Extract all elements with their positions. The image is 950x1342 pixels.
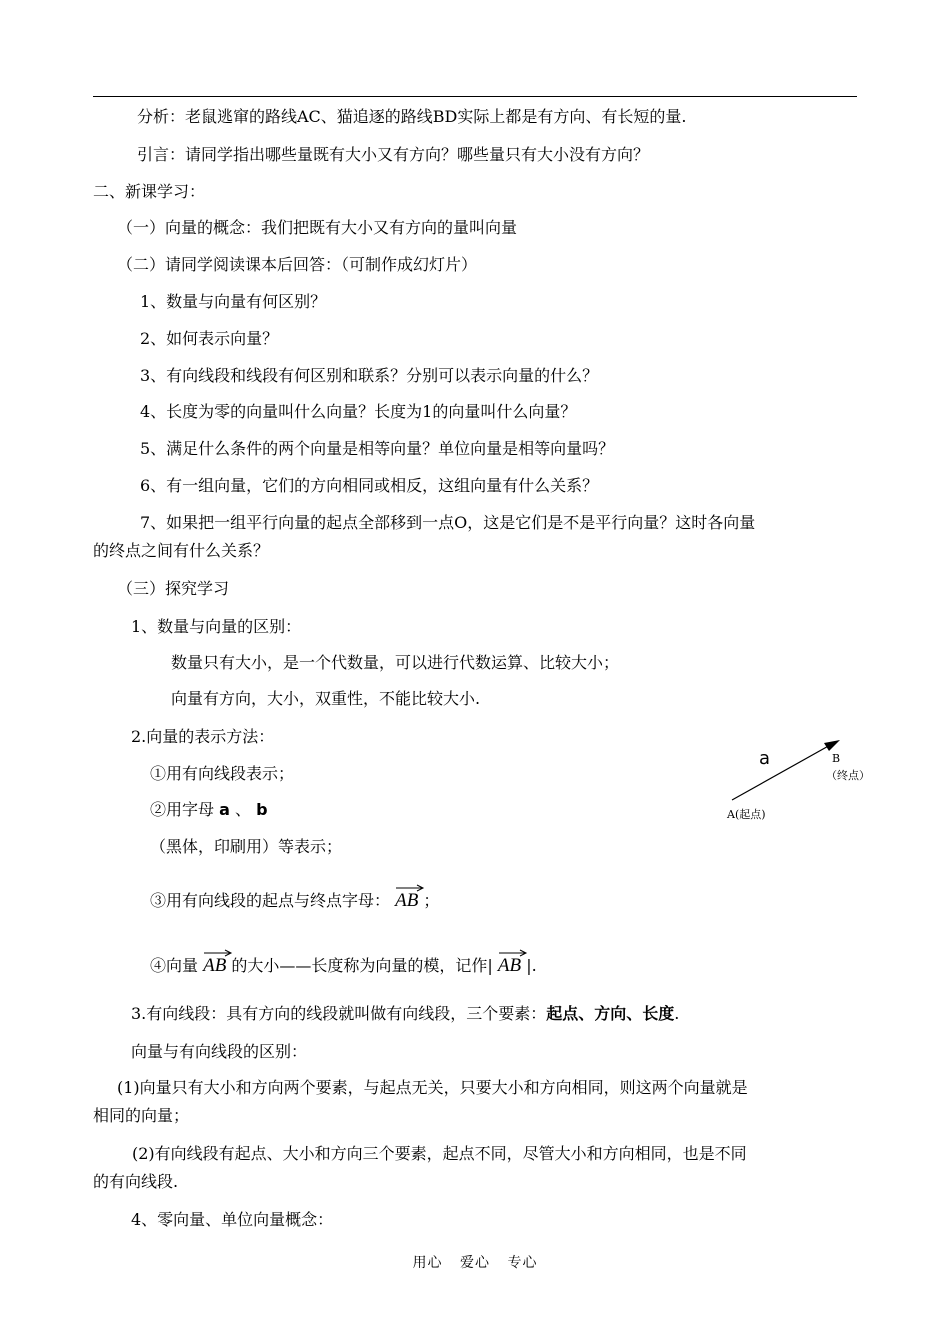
- method-2-text: ②用字母: [150, 800, 215, 819]
- intro-text: 引言：请同学指出哪些量既有大小又有方向？哪些量只有大小没有方向？: [137, 145, 650, 164]
- vector-diagram: [720, 730, 880, 840]
- question-item: 2、如何表示向量？: [140, 329, 279, 348]
- method-4-text: ④向量: [150, 956, 199, 975]
- point-title: 4、零向量、单位向量概念：: [131, 1210, 334, 1229]
- method-3-text: ③用有向线段的起点与终点字母：: [150, 891, 391, 910]
- method-2: [150, 800, 268, 820]
- vector-arrow-icon: [203, 948, 233, 958]
- reading-paragraph: （二）请同学阅读课本后回答：（可制作成幻灯片）: [117, 255, 478, 274]
- point-text: 数量只有大小，是一个代数量，可以进行代数运算、比较大小；: [171, 653, 620, 672]
- question-item: 7、如果把一组平行向量的起点全部移到一点O，这是它们是不是平行向量？这时各向量: [140, 513, 756, 532]
- method-4-text: 的大小——长度称为向量的模，记作|: [231, 956, 493, 975]
- point-3-text: 3.有向线段：具有方向的线段就叫做有向线段，三个要素：: [131, 1004, 547, 1023]
- point-3: [131, 1004, 679, 1024]
- difference-2-continuation: 的有向线段.: [93, 1172, 179, 1191]
- vector-arrow-icon: [498, 948, 528, 958]
- question-item: 5、满足什么条件的两个向量是相等向量？单位向量是相等向量吗？: [140, 439, 615, 458]
- question-item: 6、有一组向量，它们的方向相同或相反，这组向量有什么关系？: [140, 476, 599, 495]
- method-3: [150, 885, 439, 911]
- point-title: 2.向量的表示方法：: [131, 727, 275, 746]
- question-item: 4、长度为零的向量叫什么向量？长度为1的向量叫什么向量？: [140, 402, 577, 421]
- separator: 、: [235, 800, 252, 819]
- question-item-continuation: 的终点之间有什么关系？: [93, 541, 270, 560]
- method-3-end: ；: [423, 891, 440, 910]
- concept-paragraph: （一）向量的概念：我们把既有大小又有方向的量叫向量: [117, 218, 518, 237]
- vector-ab-label: AB: [497, 955, 522, 976]
- method-1: ①用有向线段表示；: [150, 764, 295, 783]
- difference-1: (1)向量只有大小和方向两个要素，与起点无关，只要大小和方向相同，则这两个向量就是: [117, 1078, 748, 1097]
- point-title: 1、数量与向量的区别：: [131, 617, 302, 636]
- vector-arrow-icon: [395, 883, 425, 893]
- method-2-note: （黑体，印刷用）等表示；: [150, 837, 343, 856]
- difference-title: 向量与有向线段的区别：: [131, 1042, 308, 1061]
- header-rule: [93, 96, 857, 97]
- page-footer: 用心 爱心 专心: [412, 1255, 538, 1271]
- point-3-end: .: [674, 1004, 680, 1023]
- difference-2: (2)有向线段有起点、大小和方向三个要素，起点不同，尽管大小和方向相同，也是不同: [132, 1144, 747, 1163]
- vector-ab: [498, 950, 521, 976]
- question-item: 1、数量与向量有何区别？: [140, 292, 327, 311]
- subsection-title: （三）探究学习: [117, 579, 230, 598]
- vector-line: [732, 744, 832, 800]
- vector-ab: [203, 950, 226, 976]
- method-4: [150, 950, 537, 976]
- analysis-text: 分析：老鼠逃窜的路线AC、猫追逐的路线BD实际上都是有方向、有长短的量.: [137, 107, 687, 126]
- point-3-emphasis: 起点、方向、长度: [546, 1004, 675, 1023]
- section-title: 二、新课学习：: [93, 182, 206, 201]
- startpoint-label: A(起点): [727, 808, 766, 821]
- vector-ab: [395, 885, 418, 911]
- letter-a: a: [219, 800, 230, 819]
- question-item: 3、有向线段和线段有何区别和联系？分别可以表示向量的什么？: [140, 366, 599, 385]
- endpoint-note: （终点）: [826, 769, 870, 782]
- method-4-end: |.: [526, 956, 537, 975]
- letter-b: b: [256, 800, 268, 819]
- point-text: 向量有方向，大小，双重性，不能比较大小.: [171, 689, 481, 708]
- difference-1-continuation: 相同的向量；: [93, 1106, 190, 1125]
- vector-ab-label: AB: [395, 890, 419, 911]
- arrowhead-icon: [824, 740, 840, 751]
- vector-label-a: a: [759, 748, 771, 769]
- endpoint-label: B: [832, 752, 841, 765]
- vector-ab-label: AB: [203, 955, 227, 976]
